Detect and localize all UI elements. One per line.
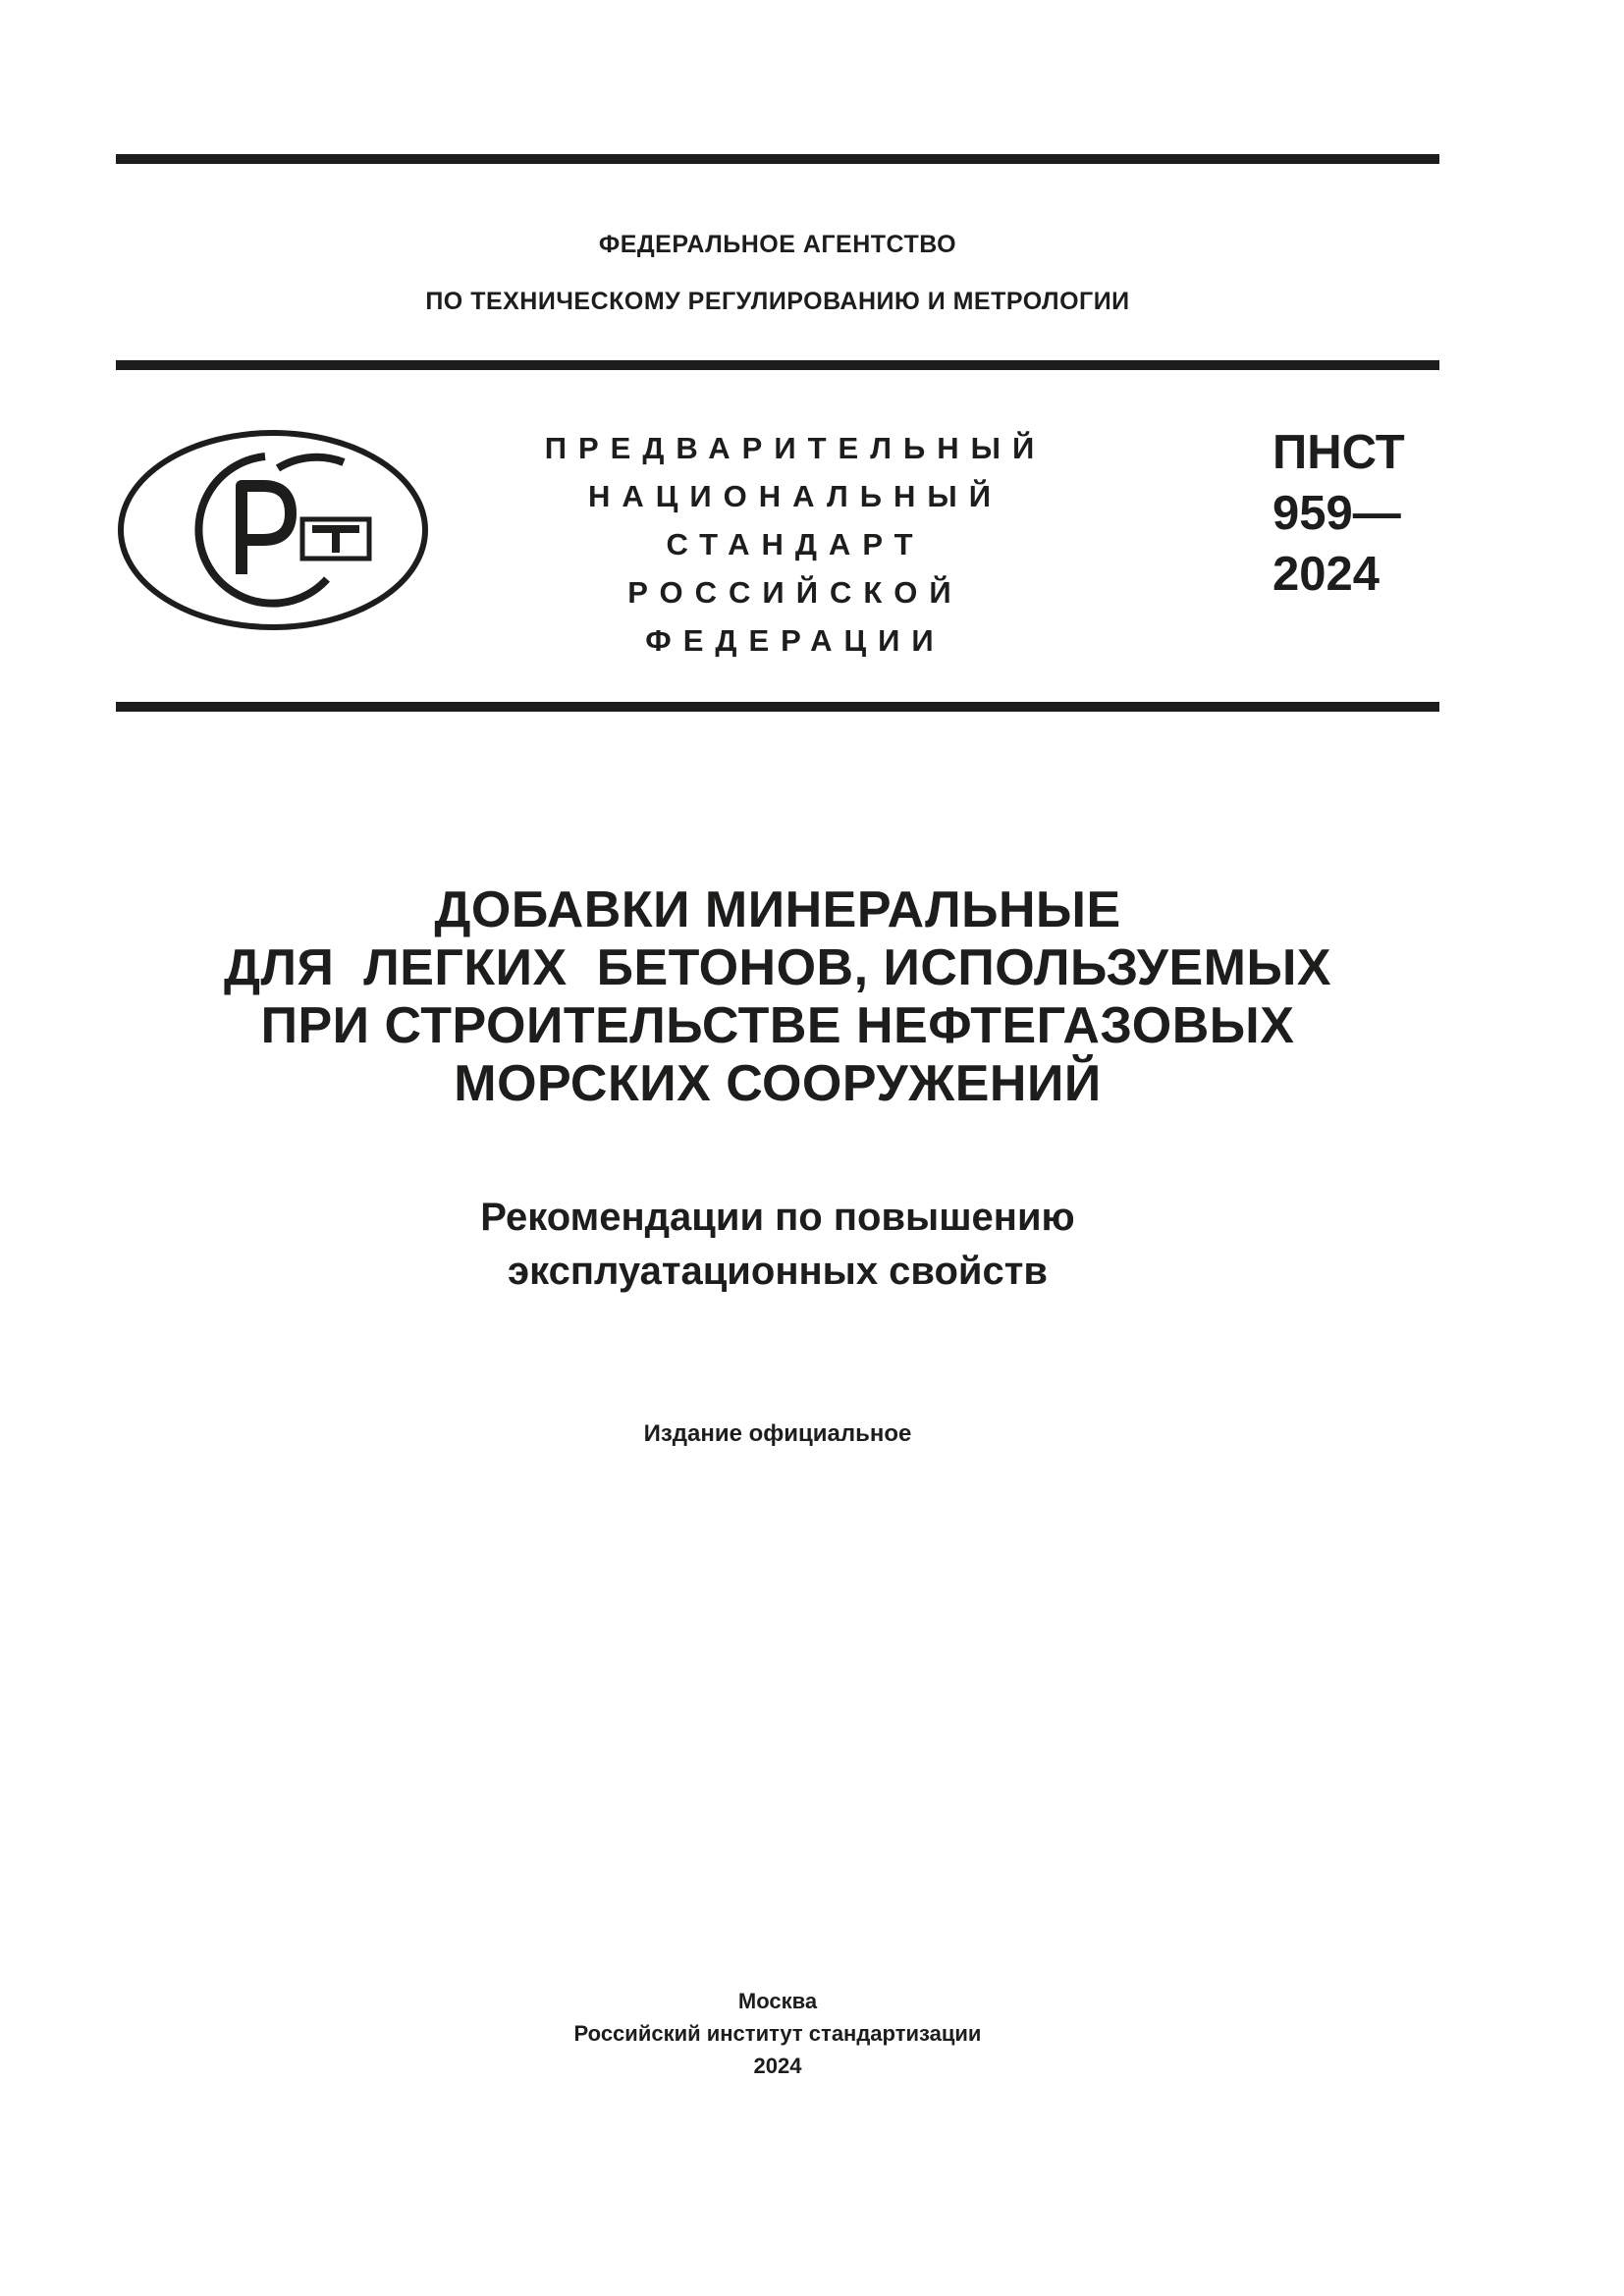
standard-number: [1272, 422, 1469, 605]
imprint-city: Москва: [737, 1989, 818, 2013]
standard-type-line-4: РОССИЙСКОЙ: [627, 575, 963, 610]
title-line-3: ПРИ СТРОИТЕЛЬСТВЕ НЕФТЕГАЗОВЫХ: [260, 997, 1295, 1054]
agency-line-1: ФЕДЕРАЛЬНОЕ АГЕНТСТВО: [598, 231, 957, 258]
standard-number-prefix: ПНСТ: [1272, 426, 1405, 479]
imprint-publisher: Российский институт стандартизации: [573, 2021, 982, 2046]
edition-label: Издание официальное: [643, 1420, 912, 1447]
middle-rule: [116, 360, 1439, 370]
top-rule: [116, 154, 1439, 164]
standard-type-line-2: НАЦИОНАЛЬНЫЙ: [587, 479, 1003, 513]
bottom-rule: [116, 702, 1439, 712]
document-title: [116, 881, 1439, 1113]
standard-type-line-5: ФЕДЕРАЦИИ: [645, 623, 946, 658]
standard-number-value: 959—: [1272, 487, 1401, 540]
agency-line-2: ПО ТЕХНИЧЕСКОМУ РЕГУЛИРОВАНИЮ И МЕТРОЛОГИИ: [425, 288, 1130, 315]
document-subtitle: [116, 1191, 1439, 1299]
subtitle-line-1: Рекомендации по повышению: [480, 1196, 1075, 1239]
gost-r-emblem-icon: [116, 427, 430, 633]
imprint-year: 2024: [753, 2054, 802, 2078]
agency-header: [116, 216, 1439, 330]
imprint: [116, 1985, 1439, 2082]
title-line-1: ДОБАВКИ МИНЕРАЛЬНЫЕ: [434, 881, 1121, 938]
standard-type-line-1: ПРЕДВАРИТЕЛЬНЫЙ: [544, 431, 1047, 465]
title-line-4: МОРСКИХ СООРУЖЕНИЙ: [454, 1055, 1102, 1112]
standard-type: [530, 424, 1060, 665]
standard-type-line-3: СТАНДАРТ: [666, 527, 925, 561]
subtitle-line-2: эксплуатационных свойств: [508, 1250, 1048, 1293]
title-line-2: ДЛЯ ЛЕГКИХ БЕТОНОВ, ИСПОЛЬЗУЕМЫХ: [223, 939, 1332, 996]
standard-number-year: 2024: [1272, 548, 1380, 601]
